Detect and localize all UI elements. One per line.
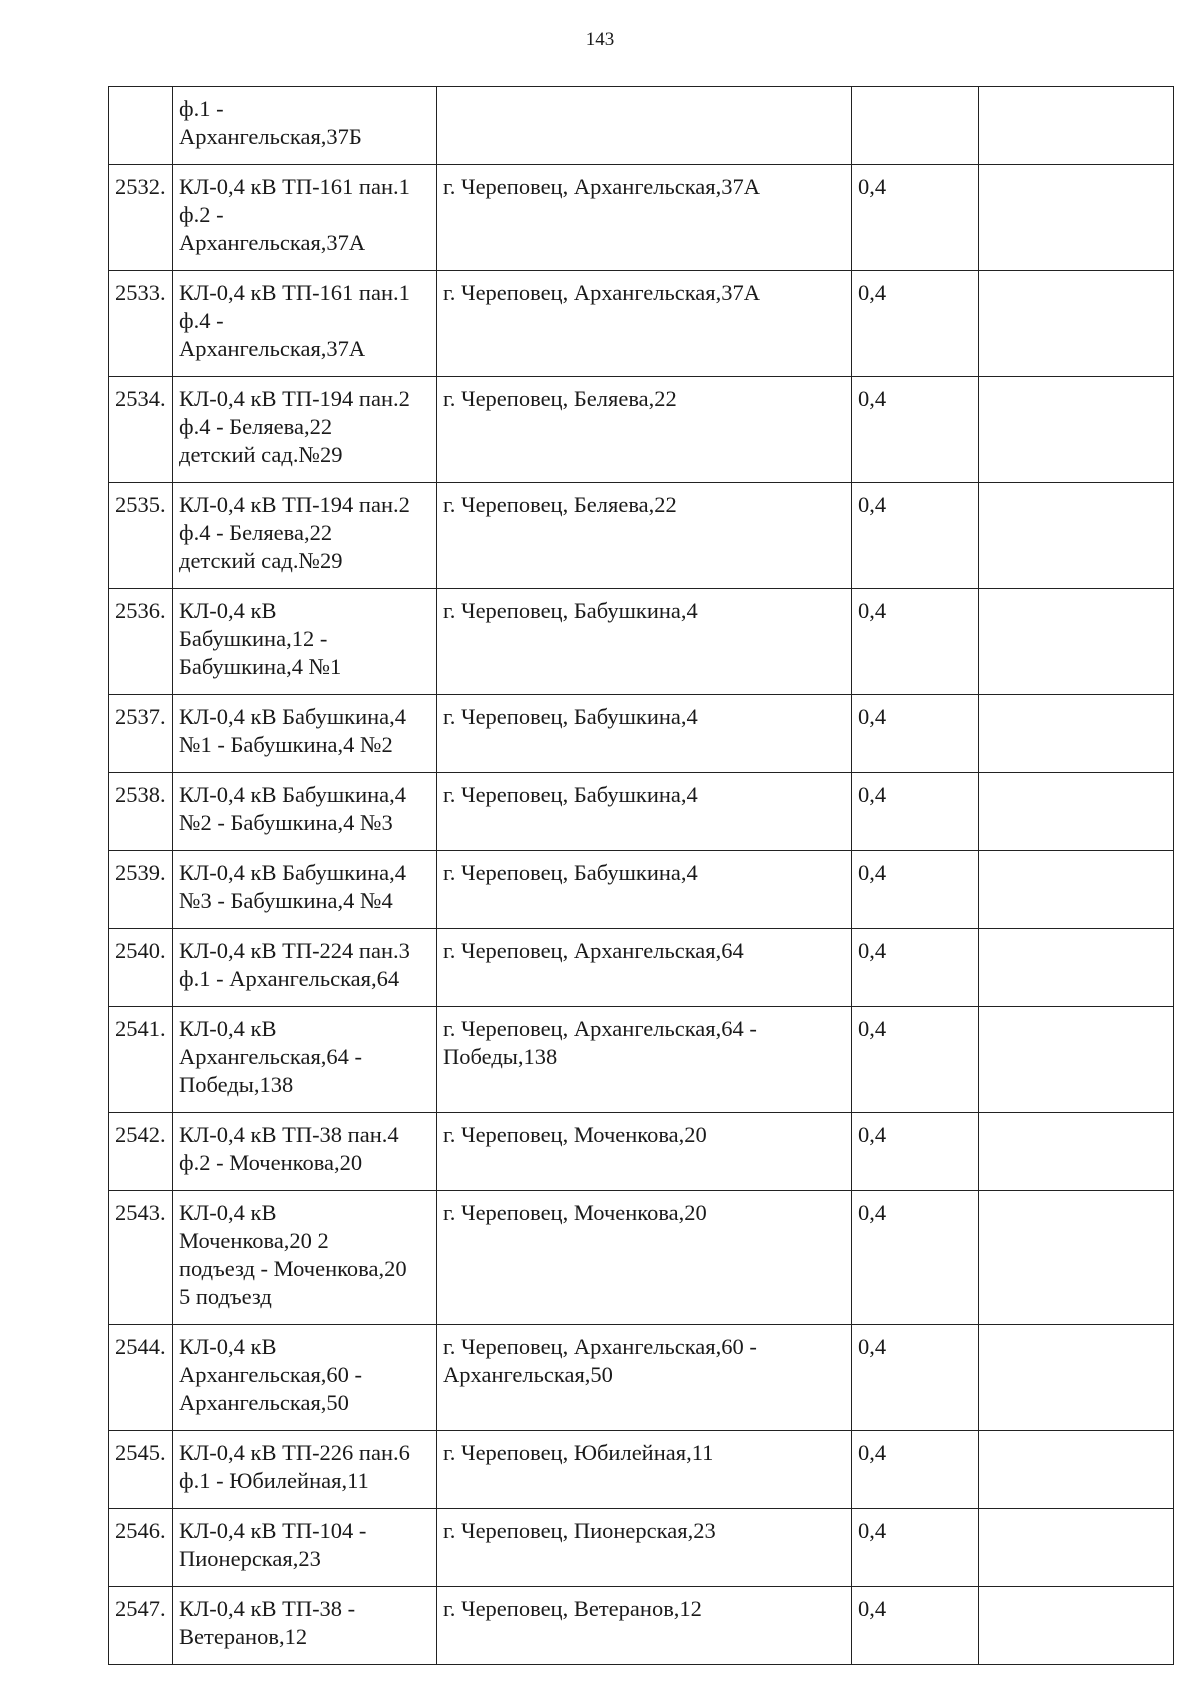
voltage-cell: 0,4: [852, 483, 979, 589]
row-number-cell: 2542.: [109, 1113, 173, 1191]
address-cell: г. Череповец, Архангельская,37А: [437, 165, 852, 271]
registry-table: [108, 86, 1174, 1665]
row-number-cell: 2540.: [109, 929, 173, 1007]
line-name-cell: КЛ-0,4 кВ ТП-38 - Ветеранов,12: [173, 1587, 437, 1665]
table-row: [109, 851, 1174, 929]
line-name-cell: КЛ-0,4 кВ ТП-38 пан.4 ф.2 - Моченкова,20: [173, 1113, 437, 1191]
row-number-cell: 2535.: [109, 483, 173, 589]
address-cell: г. Череповец, Ветеранов,12: [437, 1587, 852, 1665]
address-cell: г. Череповец, Архангельская,64: [437, 929, 852, 1007]
address-cell: г. Череповец, Моченкова,20: [437, 1113, 852, 1191]
line-name-cell: КЛ-0,4 кВ Бабушкина,4 №2 - Бабушкина,4 №3: [173, 773, 437, 851]
table-row: [109, 1007, 1174, 1113]
page-number: 143: [585, 29, 615, 50]
line-name-cell: КЛ-0,4 кВ ТП-161 пан.1 ф.4 - Архангельская,37А: [173, 271, 437, 377]
row-number-cell: 2546.: [109, 1509, 173, 1587]
voltage-cell: 0,4: [852, 851, 979, 929]
line-name-cell: КЛ-0,4 кВ Бабушкина,4 №1 - Бабушкина,4 №2: [173, 695, 437, 773]
table-row: [109, 1113, 1174, 1191]
extra-cell: [979, 1587, 1174, 1665]
address-cell: г. Череповец, Юбилейная,11: [437, 1431, 852, 1509]
row-number-cell: [109, 87, 173, 165]
line-name-cell: КЛ-0,4 кВ Бабушкина,12 - Бабушкина,4 №1: [173, 589, 437, 695]
voltage-cell: 0,4: [852, 165, 979, 271]
address-cell: г. Череповец, Архангельская,64 - Победы,138: [437, 1007, 852, 1113]
voltage-cell: 0,4: [852, 1007, 979, 1113]
table-row: [109, 1325, 1174, 1431]
address-cell: г. Череповец, Архангельская,60 - Архангельская,50: [437, 1325, 852, 1431]
extra-cell: [979, 1509, 1174, 1587]
voltage-cell: 0,4: [852, 589, 979, 695]
row-number-cell: 2532.: [109, 165, 173, 271]
table-row: [109, 87, 1174, 165]
address-cell: г. Череповец, Бабушкина,4: [437, 695, 852, 773]
table-row: [109, 1587, 1174, 1665]
table-row: [109, 271, 1174, 377]
table-row: [109, 165, 1174, 271]
table-row: [109, 483, 1174, 589]
line-name-cell: КЛ-0,4 кВ Моченкова,20 2 подъезд - Моченкова,20 5 подъезд: [173, 1191, 437, 1325]
extra-cell: [979, 1191, 1174, 1325]
line-name-cell: КЛ-0,4 кВ Архангельская,60 - Архангельская,50: [173, 1325, 437, 1431]
extra-cell: [979, 589, 1174, 695]
voltage-cell: 0,4: [852, 1325, 979, 1431]
voltage-cell: 0,4: [852, 1431, 979, 1509]
extra-cell: [979, 1325, 1174, 1431]
extra-cell: [979, 929, 1174, 1007]
line-name-cell: КЛ-0,4 кВ Бабушкина,4 №3 - Бабушкина,4 №4: [173, 851, 437, 929]
table-row: [109, 1191, 1174, 1325]
row-number-cell: 2544.: [109, 1325, 173, 1431]
address-cell: г. Череповец, Пионерская,23: [437, 1509, 852, 1587]
table-row: [109, 773, 1174, 851]
line-name-cell: КЛ-0,4 кВ ТП-194 пан.2 ф.4 - Беляева,22 детский сад.№29: [173, 483, 437, 589]
address-cell: г. Череповец, Бабушкина,4: [437, 851, 852, 929]
address-cell: г. Череповец, Бабушкина,4: [437, 589, 852, 695]
row-number-cell: 2543.: [109, 1191, 173, 1325]
extra-cell: [979, 1113, 1174, 1191]
extra-cell: [979, 773, 1174, 851]
voltage-cell: 0,4: [852, 377, 979, 483]
extra-cell: [979, 165, 1174, 271]
row-number-cell: 2534.: [109, 377, 173, 483]
voltage-cell: 0,4: [852, 929, 979, 1007]
voltage-cell: 0,4: [852, 1587, 979, 1665]
row-number-cell: 2545.: [109, 1431, 173, 1509]
voltage-cell: [852, 87, 979, 165]
table-row: [109, 377, 1174, 483]
registry-table-body: [109, 87, 1174, 1665]
extra-cell: [979, 1007, 1174, 1113]
address-cell: г. Череповец, Беляева,22: [437, 377, 852, 483]
table-row: [109, 589, 1174, 695]
extra-cell: [979, 377, 1174, 483]
line-name-cell: КЛ-0,4 кВ Архангельская,64 - Победы,138: [173, 1007, 437, 1113]
table-row: [109, 1509, 1174, 1587]
line-name-cell: КЛ-0,4 кВ ТП-104 - Пионерская,23: [173, 1509, 437, 1587]
voltage-cell: 0,4: [852, 695, 979, 773]
extra-cell: [979, 851, 1174, 929]
address-cell: г. Череповец, Моченкова,20: [437, 1191, 852, 1325]
row-number-cell: 2541.: [109, 1007, 173, 1113]
row-number-cell: 2547.: [109, 1587, 173, 1665]
extra-cell: [979, 695, 1174, 773]
voltage-cell: 0,4: [852, 1191, 979, 1325]
address-cell: г. Череповец, Архангельская,37А: [437, 271, 852, 377]
line-name-cell: КЛ-0,4 кВ ТП-161 пан.1 ф.2 - Архангельская,37А: [173, 165, 437, 271]
extra-cell: [979, 483, 1174, 589]
line-name-cell: КЛ-0,4 кВ ТП-194 пан.2 ф.4 - Беляева,22 детский сад.№29: [173, 377, 437, 483]
row-number-cell: 2536.: [109, 589, 173, 695]
extra-cell: [979, 87, 1174, 165]
row-number-cell: 2539.: [109, 851, 173, 929]
table-row: [109, 929, 1174, 1007]
line-name-cell: КЛ-0,4 кВ ТП-224 пан.3 ф.1 - Архангельская,64: [173, 929, 437, 1007]
voltage-cell: 0,4: [852, 1509, 979, 1587]
table-row: [109, 695, 1174, 773]
row-number-cell: 2538.: [109, 773, 173, 851]
address-cell: [437, 87, 852, 165]
table-row: [109, 1431, 1174, 1509]
address-cell: г. Череповец, Беляева,22: [437, 483, 852, 589]
extra-cell: [979, 1431, 1174, 1509]
row-number-cell: 2537.: [109, 695, 173, 773]
voltage-cell: 0,4: [852, 773, 979, 851]
line-name-cell: КЛ-0,4 кВ ТП-226 пан.6 ф.1 - Юбилейная,11: [173, 1431, 437, 1509]
voltage-cell: 0,4: [852, 1113, 979, 1191]
address-cell: г. Череповец, Бабушкина,4: [437, 773, 852, 851]
row-number-cell: 2533.: [109, 271, 173, 377]
line-name-cell: ф.1 - Архангельская,37Б: [173, 87, 437, 165]
extra-cell: [979, 271, 1174, 377]
voltage-cell: 0,4: [852, 271, 979, 377]
